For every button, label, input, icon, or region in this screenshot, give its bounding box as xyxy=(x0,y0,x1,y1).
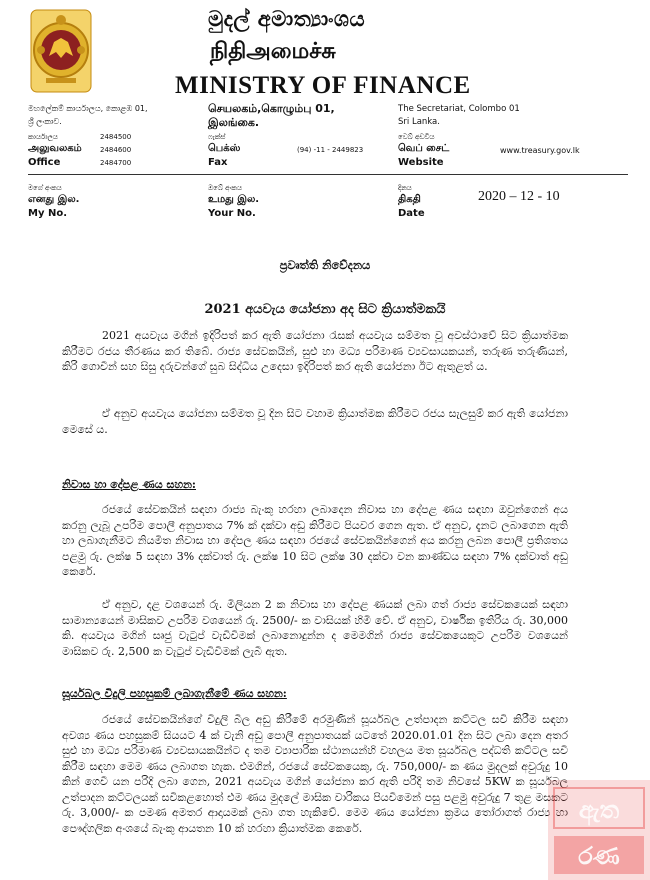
date-label-en: Date xyxy=(398,208,425,219)
your-no-label-ta: உமது இல. xyxy=(208,194,260,205)
header-divider xyxy=(28,174,628,175)
my-no-label-ta: எனது இல. xyxy=(28,194,80,205)
date-label-ta: திகதி xyxy=(398,194,421,205)
your-no-label-en: Your No. xyxy=(208,208,256,219)
your-no-label-si: ඔබේ අංකය xyxy=(208,184,242,192)
office-number-1: 2484500 xyxy=(100,133,132,141)
web-label-en: Website xyxy=(398,157,444,168)
date-label-si: දිනය xyxy=(398,184,412,192)
paragraph-4: ඒ අනුව, දළ වශයෙන් රු. මිලියන 2 ක නිවාස හා දේපළ ණයක් ලබා ගත් රාජ්‍ය සේවකයෙක් සඳහා සාමාන්‍යයෙන් මාසිකව උපරිම වශයෙන් රු. 2500/- ක වාසියක් හිමි වේ. ඒ අනුව, වාර්ෂික ඉතිරිය රු. 30,000 කි. අයවැය මගින් සෘජු වැටුප් වැඩිවීමක් ලබානොදුන්න ද මෙමගින් රාජ්‍ය සේවකයෙකුට උපරිම වශයෙන් මාසිකව රු. 2,500 ක වැටුප් වැඩිවීමක් ලැබී ඇත. xyxy=(62,598,568,658)
sri-lanka-emblem-icon xyxy=(28,8,94,94)
address-english-line2: Sri Lanka. xyxy=(398,117,440,127)
title-sinhala: මුදල් අමාත්‍යාංශය xyxy=(208,6,366,31)
fax-label-en: Fax xyxy=(208,157,228,168)
address-tamil-line1: செயலகம்,கொழும்பு 01, xyxy=(208,102,335,115)
fax-label-si: ෆැක්ස් xyxy=(208,133,226,141)
office-label-si: කාර්යාලය xyxy=(28,133,58,141)
office-label-ta: அலுவலகம் xyxy=(28,143,82,154)
my-no-label-si: මගේ අංකය xyxy=(28,184,62,192)
headline: 2021 අයවැය යෝජනා අද සිට ක්‍රියාත්මකයි xyxy=(204,302,446,317)
section-heading-solar: සූර්යබල විදුලි පහසුකම් ලබාගැනීමේ ණය සහන: xyxy=(62,687,287,700)
address-tamil-line2: இலங்கை. xyxy=(208,116,260,129)
office-number-3: 2484700 xyxy=(100,159,132,167)
web-label-ta: வெப் சைட் xyxy=(398,143,450,154)
web-label-si: වෙබ් අඩවිය xyxy=(398,133,435,141)
fax-label-ta: பெக்ஸ் xyxy=(208,143,241,154)
date-value: 2020 – 12 - 10 xyxy=(478,189,560,204)
watermark-text-top: ඇත xyxy=(578,796,620,824)
paragraph-3: රජයේ සේවකයින් සඳහා රාජ්‍ය බැංකු හරහා ලබාදෙන නිවාස හා දේපළ ණය සඳහා ඔවුන්ගෙන් අය කරනු ලැබූ උපරිම පොලී අනුපාතය 7% ක් දක්වා අඩු කිරීමට පියවර ගෙන ඇත. ඒ අනුව, දැනට ලබාගෙන ඇති හා ලබාගැනීමට නියමිත නිවාස හා දේපල ණය සඳහා රජයේ සේවකයින්ගෙන් අය කරනු ලබන පොලී ප්‍රතිශතය පළමු රු. ලක්ෂ 5 සඳහා 3% දක්වාත් රු. ලක්ෂ 10 සිට ලක්ෂ 30 දක්වා වන කාණ්ඩය සඳහා 7% දක්වාත් අඩු කෙරේ. xyxy=(62,503,568,578)
fax-number: (94) -11 - 2449823 xyxy=(297,146,364,154)
watermark-logo-icon xyxy=(548,780,650,880)
website-link[interactable]: www.treasury.gov.lk xyxy=(500,146,580,155)
paragraph-1: 2021 අයවැය මගින් ඉදිරිපත් කර ඇති යෝජනා රැසක් අයවැය සම්මත වූ අවස්ථාවේ සිට ක්‍රියාත්මක කිරීමට රජය තීරණය කර තිබේ. රාජ්‍ය සේවකයින්, සුළු හා මධ්‍ය පරිමාණ ව්‍යවසායකයන්, තරුණ තරුණියන්, කිරි ගොවීන් සහ සිසු දරුවන්ගේ සුබ සිද්ධිය උදෙසා ඉදිරිපත් කර ඇති යෝජනා ඊට ඇතුළත් ය. xyxy=(62,329,568,373)
section-heading-housing: නිවාස හා දේපළ ණය සහන: xyxy=(62,478,196,491)
address-english-line1: The Secretariat, Colombo 01 xyxy=(398,104,520,114)
address-sinhala-line1: මහලේකම් කාර්යාලය, කොළඹ 01, xyxy=(28,104,148,113)
my-no-label-en: My No. xyxy=(28,208,67,219)
title-english: MINISTRY OF FINANCE xyxy=(175,72,471,99)
address-sinhala-line2: ශ්‍රී ලංකාව. xyxy=(28,117,62,126)
office-label-en: Office xyxy=(28,157,61,168)
document-type: ප්‍රවෘත්ති නිවේදනය xyxy=(279,258,371,272)
title-tamil: நிதிஅமைச்சு xyxy=(210,38,336,64)
office-number-2: 2484600 xyxy=(100,146,132,154)
paragraph-2: ඒ අනුව අයවැය යෝජනා සම්මත වූ දින සිට වහාම ක්‍රියාත්මක කිරීමට රජය සැලසුම් කර ඇති යෝජනා මෙසේ ය. xyxy=(62,407,568,436)
paragraph-5: රජයේ සේවකයින්ගේ විදුලි බිල අඩු කිරීමේ අරමුණින් සූර්යබල උත්පාදන කට්ටල සවි කිරීම සඳහා අවශ්‍ය ණය පහසුකම් සියයට 4 ක් වැනි අඩු පොලී අනුපාතයක් යටතේ 2020.01.01 දින සිට ලබා දෙන අතර සුළු හා මධ්‍ය පරිමාණ ව්‍යවසායකයින්ට ද තම ව්‍යාපාරික ස්ථානයන්හි වහලය මත සූර්යබල පද්ධති කට්ටල සවි කිරීම සඳහා මෙම ණය ලබාගත හැක. එමගින්, රජයේ සේවකයෙකු, රු. 750,000/- ක ණය මුදලක් අවුරුදු 10 කින් ගෙවී යන පරිදි ලබා ගෙන, 2021 අයවැය මගින් යෝජනා කර ඇති පරිදි තම නිවසේ 5KW ක සූර්යබල උත්පාදන කට්ටලයක් සවිකළහොත් එම ණය මුදලේ මාසික වාරිකය පියවීමෙන් පසු පළමු අවුරුදු 7 තුළ මසකට රු. 3,000/- ක පමණ අමතර ආදායමක් ලබා ගත හැකිවේ. මෙම ණය යෝජනා ක්‍රමය තෝරාගත් රාජ්‍ය හා පෞද්ගලික අංශයේ බැංකු ආයතන 10 ක් හරහා ක්‍රියාත්මක කෙරේ. xyxy=(62,713,568,835)
watermark-text-bottom: රණ xyxy=(578,842,620,870)
